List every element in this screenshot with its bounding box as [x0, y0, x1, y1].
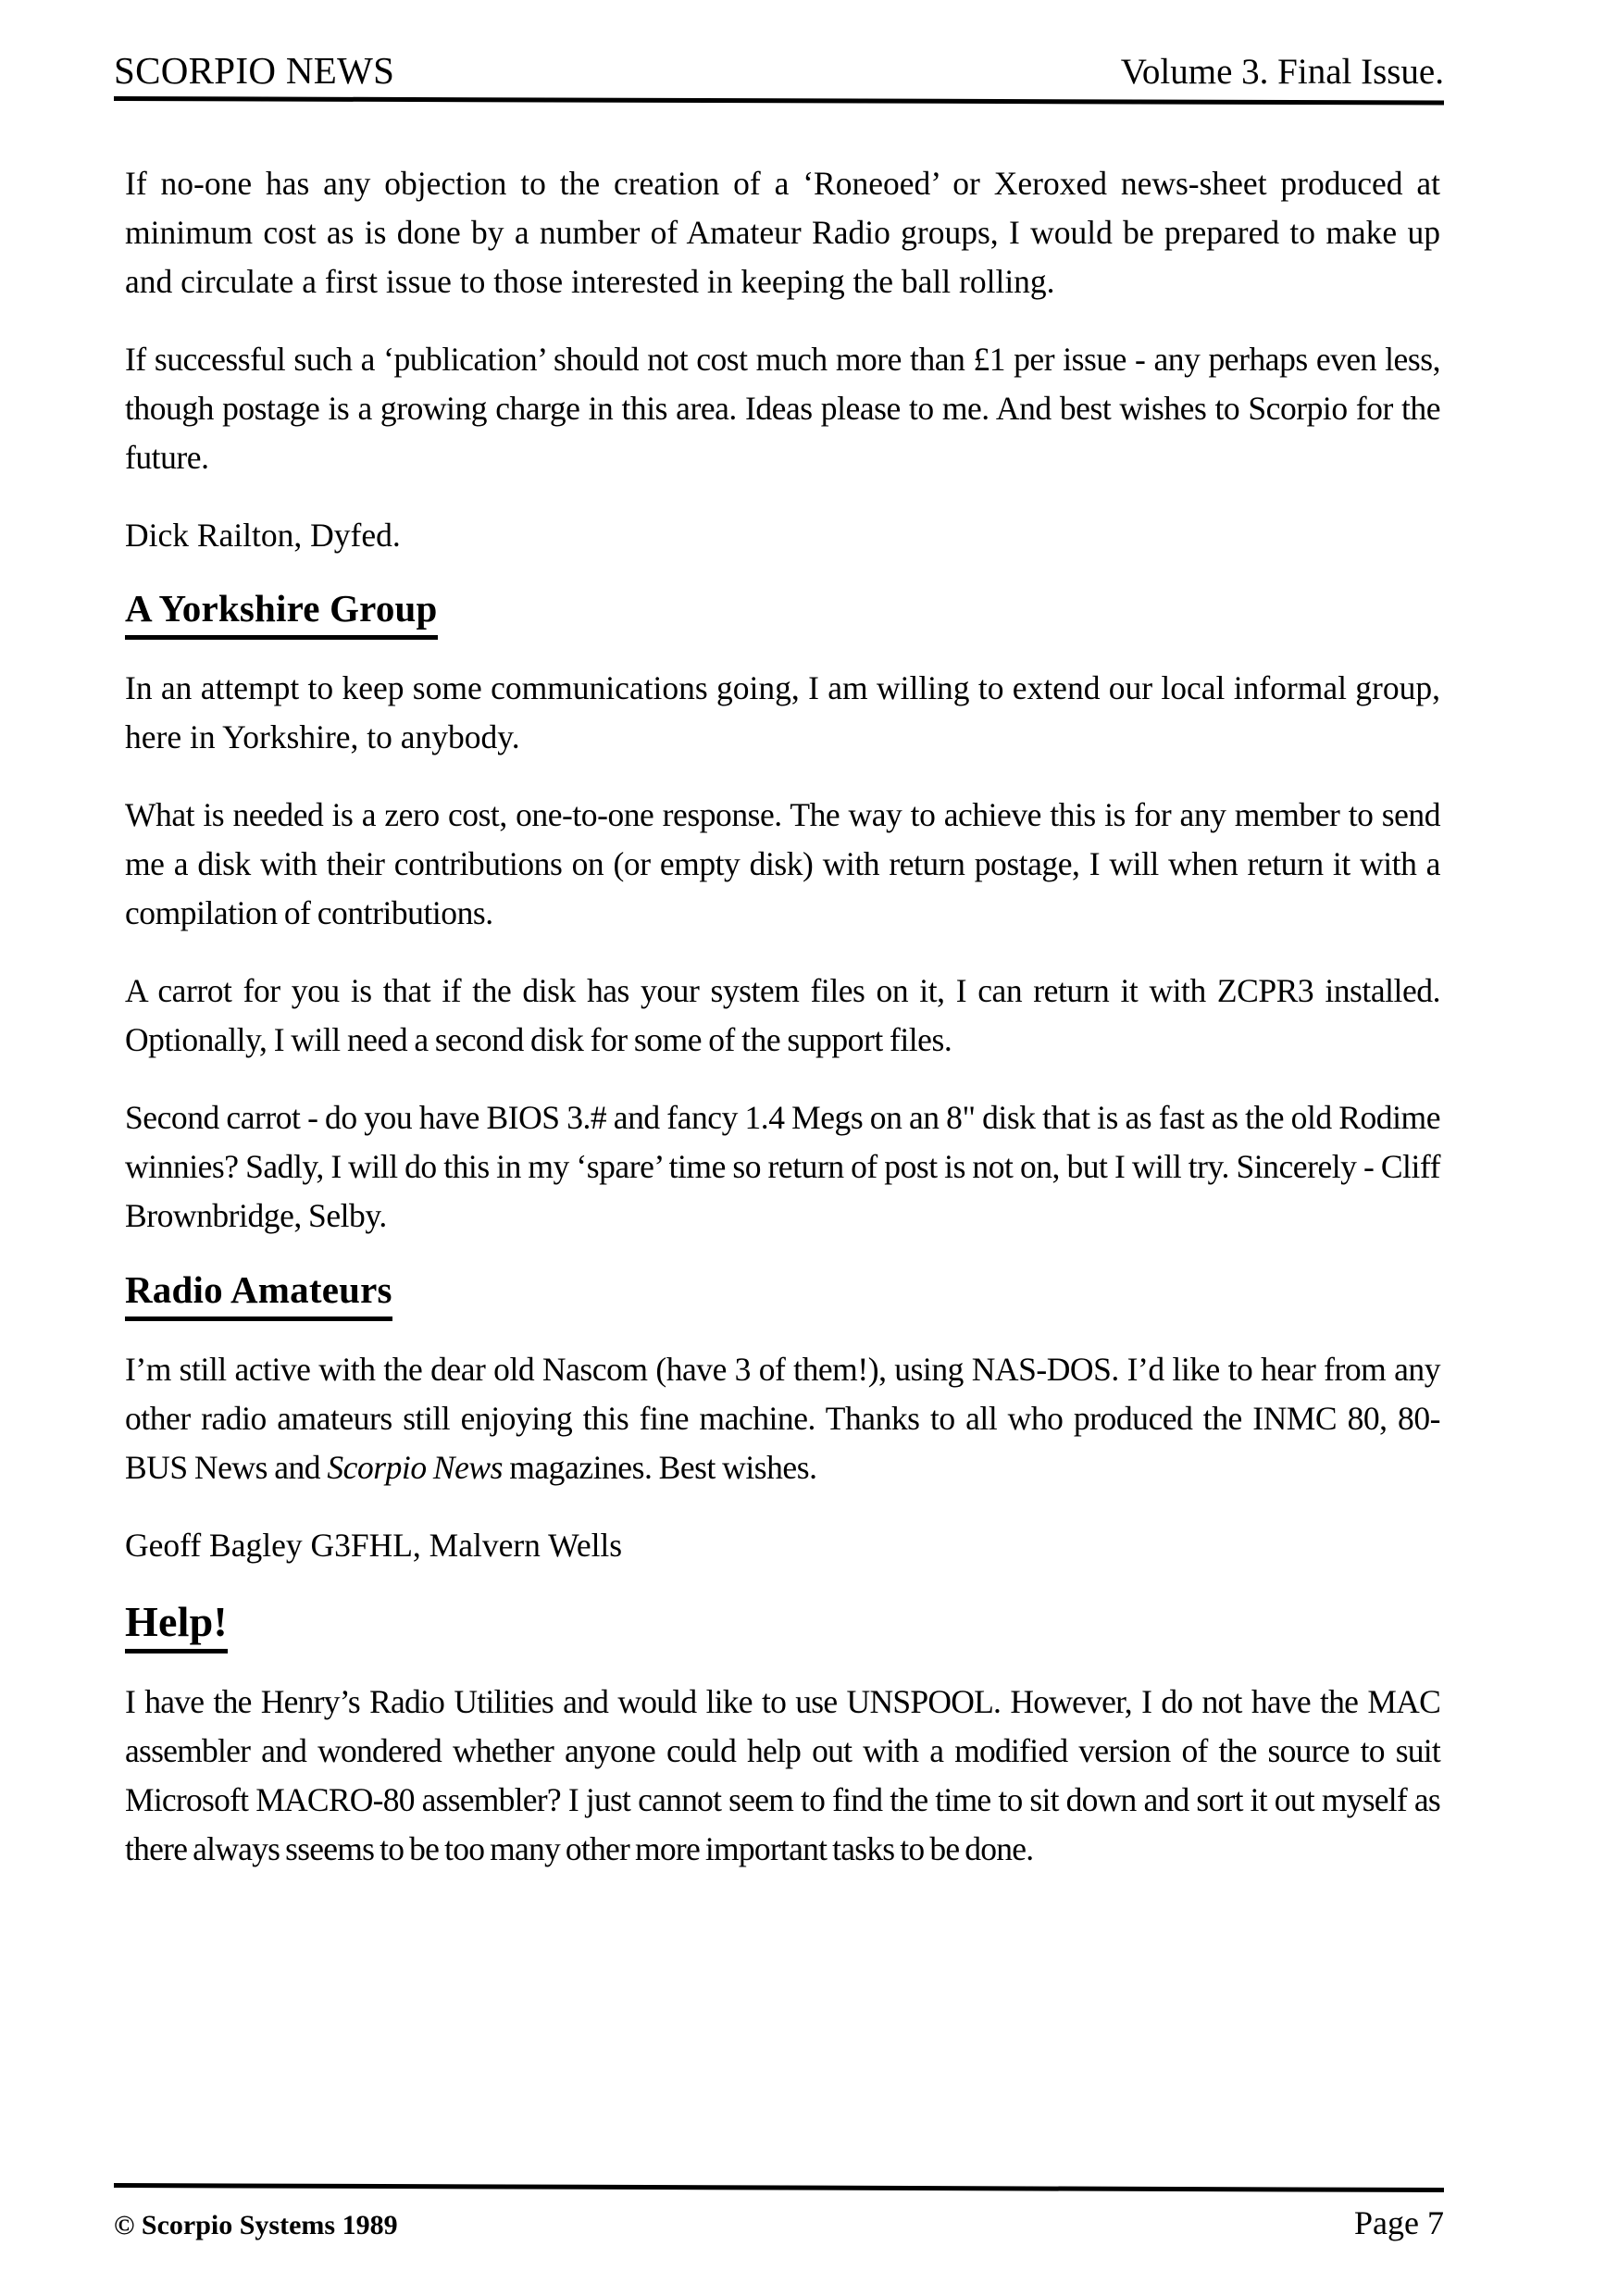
page-header-row	[114, 48, 1444, 93]
publication-title: SCORPIO NEWS	[114, 49, 395, 92]
signature: Dick Railton, Dyfed.	[125, 517, 401, 554]
paragraph	[125, 1345, 1440, 1492]
footer-rule	[114, 2183, 1444, 2192]
page-number: Page 7	[1354, 2204, 1444, 2241]
paragraph-lead: I’m still active with the dear old Nascom (have 3 of them!), using NAS-DOS. I’d like to hear from any other radio amateurs still enjoying this fine machine. Thanks to all who produced the INMC 80, 80-BUS News and	[125, 1350, 1440, 1486]
section-heading-radio-amateurs: Radio Amateurs	[125, 1269, 392, 1321]
page-footer	[114, 2183, 1444, 2242]
paragraph: Second carrot - do you have BIOS 3.# and fancy 1.4 Megs on an 8" disk that is as fast as the old Rodime winnies? Sadly, I will do this in my ‘spare’ time so return of post is not on, but I will try. Sincerely - Cliff Brownbridge, Selby.	[125, 1098, 1440, 1234]
paragraph-tail: magazines. Best wishes.	[502, 1448, 817, 1486]
paragraph: What is needed is a zero cost, one-to-one response. The way to achieve this is for any member to send me a disk with their contributions on (or empty disk) with return postage, I will when return it with a compilation of contributions.	[125, 795, 1440, 931]
paragraph: A carrot for you is that if the disk has your system files on it, I can return it with ZCPR3 installed. Optionally, I will need a second disk for some of the support files.	[125, 971, 1440, 1058]
issue-label: Volume 3. Final Issue.	[1120, 52, 1444, 92]
paragraph: I have the Henry’s Radio Utilities and would like to use UNSPOOL. However, I do not have the MAC assembler and wondered whether anyone could help out with a modified version of the source to suit Microsoft MACRO-80 assembler? I just cannot seem to find the time to sit down and sort it out myself as there always sseems to be too many other more important tasks to be done.	[125, 1683, 1440, 1868]
paragraph: If successful such a ‘publication’ should not cost much more than £1 per issue - any perhaps even less, though postage is a growing charge in this area. Ideas please to me. And best wishes to Scorpio for the future.	[125, 341, 1440, 476]
signature: Geoff Bagley G3FHL, Malvern Wells	[125, 1526, 623, 1564]
article-body	[125, 159, 1440, 1874]
page-footer-row	[114, 2203, 1444, 2242]
section-heading-help: Help!	[125, 1598, 228, 1654]
magazine-title: Scorpio News	[327, 1448, 503, 1486]
paragraph: In an attempt to keep some communications going, I am willing to extend our local informal group, here in Yorkshire, to anybody.	[125, 668, 1440, 755]
header-rule	[114, 96, 1444, 106]
copyright-notice: © Scorpio Systems 1989	[114, 2210, 398, 2240]
page-header	[114, 48, 1444, 101]
section-heading-yorkshire-group: A Yorkshire Group	[125, 588, 438, 640]
paragraph: If no-one has any objection to the creation of a ‘Roneoed’ or Xeroxed news-sheet produced at minimum cost as is done by a number of Amateur Radio groups, I would be prepared to make up and circulate a first issue to those interested in keeping the ball rolling.	[125, 165, 1440, 300]
